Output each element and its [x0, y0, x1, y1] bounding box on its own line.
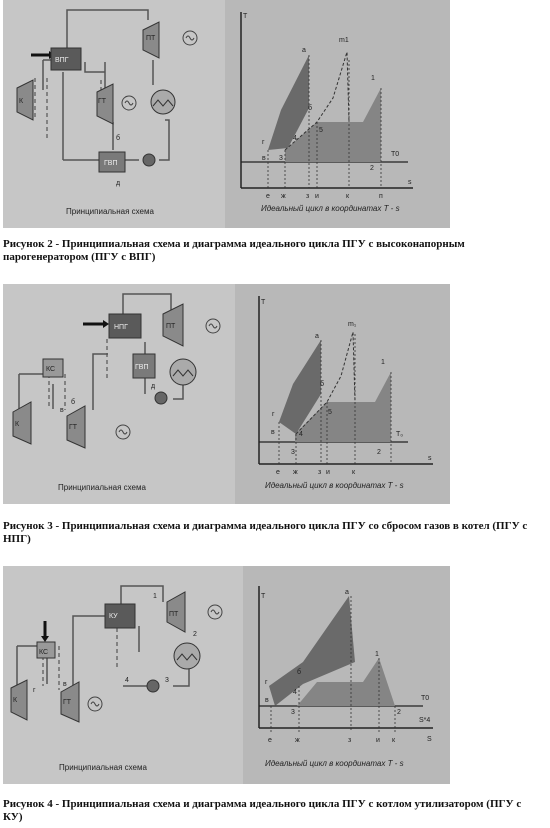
s-axis-label: s: [428, 455, 432, 462]
point-a: а: [302, 47, 306, 54]
boiler-label: НПГ: [114, 324, 128, 331]
point-3: 3: [291, 709, 295, 716]
gas-turbine-label: ГТ: [98, 98, 107, 105]
boiler-label: ВПГ: [55, 57, 69, 64]
point-g: г: [272, 411, 275, 418]
t0-label: T0: [421, 695, 430, 702]
heater-label: ГВП: [104, 160, 118, 167]
figure-3-svg: [3, 284, 450, 504]
figure-2-caption: Рисунок 2 - Принципиальная схема и диаграмма идеального цикла ПГУ с высоконапорным парогенератором (ПГУ с ВПГ): [3, 238, 465, 263]
tick-zh: ж: [295, 737, 300, 744]
tick-zh: ж: [293, 469, 298, 476]
point-b: б: [297, 669, 302, 676]
scheme-point-g: г: [33, 687, 36, 694]
point-a: а: [315, 333, 319, 340]
tick-zh: ж: [281, 193, 286, 200]
compressor-label: К: [13, 697, 18, 704]
t0-label: T₀: [396, 431, 404, 438]
figure-4-image: [3, 566, 450, 784]
tick-k: к: [352, 469, 356, 476]
tick-z: з: [318, 469, 322, 476]
point-4: 4: [293, 689, 297, 696]
point-1: 1: [381, 359, 385, 366]
figure-4-svg: [3, 566, 450, 784]
scheme-label: Принципиальная схема: [58, 483, 146, 492]
point-1: 1: [375, 651, 379, 658]
scheme-label: Принципиальная схема: [66, 207, 154, 216]
tick-z: з: [306, 193, 310, 200]
point-a: а: [345, 589, 349, 596]
figure-4-caption: Рисунок 4 - Принципиальная схема и диаграмма идеального цикла ПГУ с котлом утилизатором (ПГУ с КУ): [3, 798, 522, 823]
point-3: 3: [291, 449, 295, 456]
scheme-point-v: в: [60, 407, 64, 414]
t0-label: T0: [391, 151, 400, 158]
point-b: б: [320, 381, 325, 388]
point-4: 4: [293, 135, 297, 142]
point-2: 2: [377, 449, 381, 456]
figure-3-caption: Рисунок 3 - Принципиальная схема и диаграмма идеального цикла ПГУ со сбросом газов в котел (ПГУ с НПГ): [3, 520, 528, 545]
figure-2-image: [3, 0, 450, 228]
diagram-label: Идеальный цикл в координатах T - s: [265, 759, 404, 768]
compressor-label: К: [15, 421, 20, 428]
point-3: 3: [279, 155, 283, 162]
gas-turbine-label: ГТ: [63, 699, 72, 706]
steam-turbine-label: ПТ: [166, 323, 176, 330]
heater-label: ГВП: [135, 364, 149, 371]
chamber-label: КС: [46, 366, 56, 373]
tick-i: и: [315, 193, 319, 200]
tick-i: и: [376, 737, 380, 744]
figure-2-svg: [3, 0, 450, 228]
scheme-point-d: д: [116, 180, 121, 187]
s-axis-label: s: [408, 179, 412, 186]
condenser-icon: [151, 90, 175, 114]
chamber-label: КС: [39, 649, 49, 656]
scheme-point-d: д: [151, 383, 156, 390]
steam-turbine-label: ПТ: [146, 35, 156, 42]
figure-3-image: [3, 284, 450, 504]
point-m1: m₁: [348, 321, 357, 328]
compressor-label: К: [19, 98, 24, 105]
tick-k: к: [392, 737, 396, 744]
tick-e: е: [276, 469, 280, 476]
steam-turbine-label: ПТ: [169, 611, 179, 618]
point-v: в: [265, 697, 269, 704]
boiler-label: КУ: [109, 613, 118, 620]
s-axis-label: S: [427, 736, 432, 743]
t-axis-label: T: [261, 299, 266, 306]
point-g: г: [262, 139, 265, 146]
diagram-label: Идеальный цикл в координатах T - s: [261, 204, 400, 213]
tick-k: к: [346, 193, 350, 200]
scheme-point-b: б: [116, 135, 121, 142]
gas-turbine-label: ГТ: [69, 424, 78, 431]
scheme-point-1: 1: [153, 593, 157, 600]
scheme-point-2: 2: [193, 631, 197, 638]
diagram-label: Идеальный цикл в координатах T - s: [265, 481, 404, 490]
point-b: б: [308, 105, 313, 112]
point-2: 2: [397, 709, 401, 716]
scheme-point-4: 4: [125, 677, 129, 684]
t-axis-label: T: [261, 593, 266, 600]
point-g: г: [265, 679, 268, 686]
scheme-point-v: в: [63, 681, 67, 688]
scheme-label: Принципиальная схема: [59, 763, 147, 772]
s4-label: S*4: [419, 717, 431, 724]
pump-icon: [143, 154, 155, 166]
tick-i: и: [326, 469, 330, 476]
point-5: 5: [328, 409, 332, 416]
tick-z: з: [348, 737, 352, 744]
tick-e: е: [266, 193, 270, 200]
point-m1: m1: [339, 37, 349, 44]
tick-p: п: [379, 193, 383, 200]
point-1: 1: [371, 75, 375, 82]
point-v: в: [271, 429, 275, 436]
point-2: 2: [370, 165, 374, 172]
point-v: в: [262, 155, 266, 162]
point-5: 5: [319, 127, 323, 134]
point-4: 4: [299, 431, 303, 438]
tick-e: е: [268, 737, 272, 744]
scheme-point-3: 3: [165, 677, 169, 684]
t-axis-label: T: [243, 13, 248, 20]
scheme-point-b: б: [71, 399, 76, 406]
